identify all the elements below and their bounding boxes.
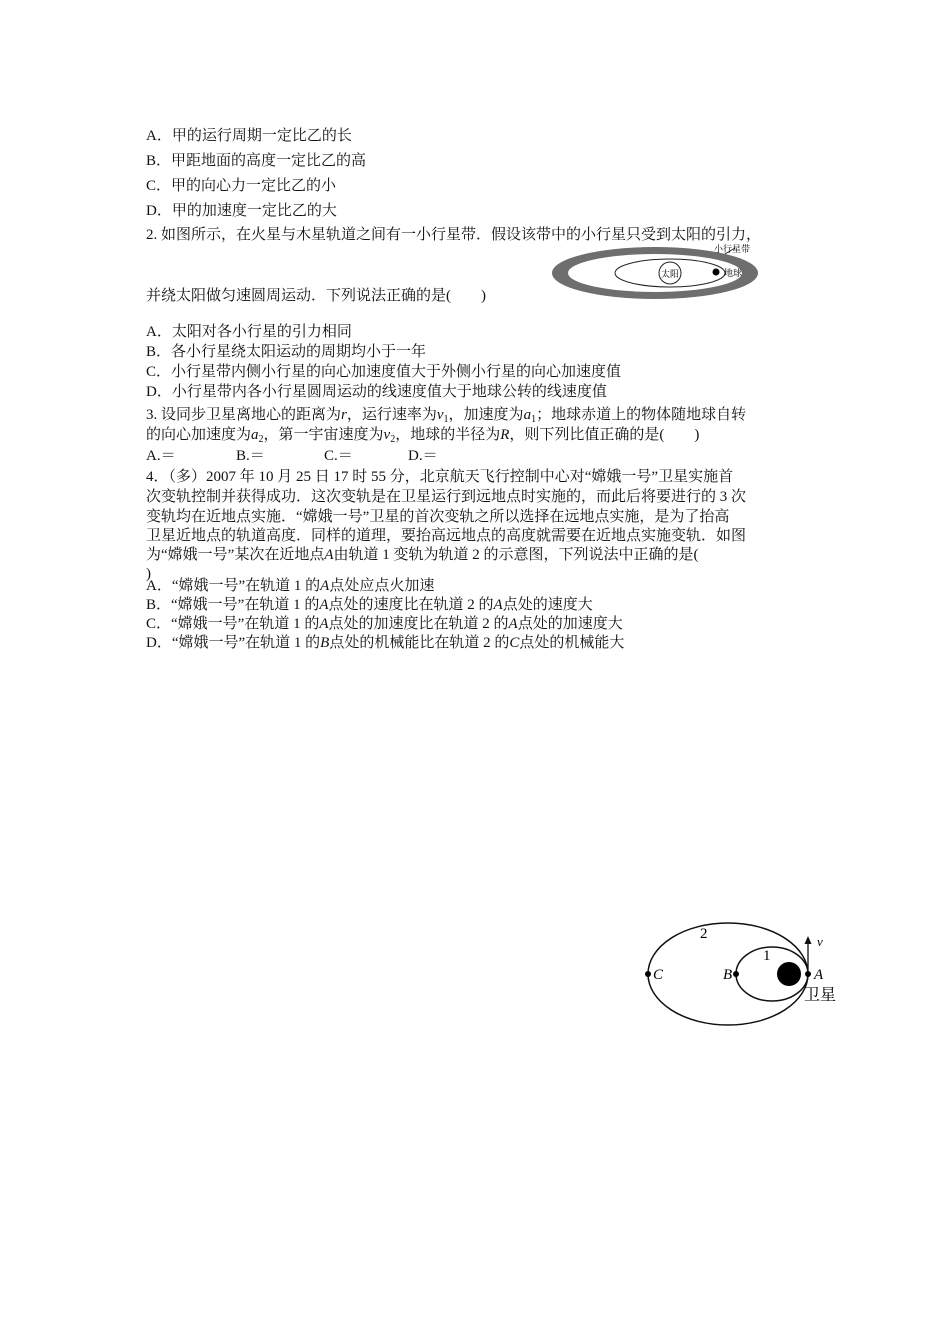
asteroid-belt-diagram <box>550 243 762 301</box>
q3-option-d: D.＝ <box>408 448 438 464</box>
orbit-1-label: 1 <box>763 948 771 964</box>
q4-option-a <box>146 576 434 596</box>
var-v2: v <box>383 427 391 443</box>
earth-label: 地球 <box>724 268 743 278</box>
q3-text: 的向心加速度为 <box>146 427 252 443</box>
q4-text: 点处的速度大 <box>502 597 593 613</box>
q4-stem-line4: 卫星近地点的轨道高度．同样的道理，要抬高远地点的高度就需要在近地点实施变轨．如图 <box>146 528 747 544</box>
q2-option-b: B．各小行星绕太阳运动的周期均小于一年 <box>146 344 427 360</box>
q4-stem-line6: ) <box>146 566 151 582</box>
point-a-ref: A <box>493 597 503 613</box>
q3-text: ，地球的半径为 <box>395 427 501 443</box>
sun-label: 太阳 <box>660 269 680 279</box>
q4-option-d <box>146 633 624 653</box>
earth-icon <box>777 962 801 986</box>
subscript: 2 <box>390 434 396 445</box>
q4-text: 点处的加速度比在轨道 2 的 <box>328 616 509 632</box>
orbit-2-label: 2 <box>700 926 708 942</box>
q4-text: A．“嫦娥一号”在轨道 1 的 <box>146 578 321 594</box>
point-a-ref: A <box>319 597 329 613</box>
q4-option-c <box>146 614 623 634</box>
q2-stem-line1: 2. 如图所示，在火星与木星轨道之间有一小行星带．假设该带中的小行星只受到太阳的引力， <box>146 227 762 243</box>
var-r: r <box>341 407 347 423</box>
q2-option-d: D．小行星带内各小行星圆周运动的线速度值大于地球公转的线速度值 <box>146 384 607 400</box>
point-c-label: C <box>653 967 664 983</box>
satellite-label: 卫星 <box>804 987 837 1004</box>
satellite-dot <box>805 971 811 977</box>
q3-options <box>146 446 438 466</box>
q3-option-b: B.＝ <box>236 448 265 464</box>
q1-option-c: C．甲的向心力一定比乙的小 <box>146 178 337 194</box>
q4-text: 点处应点火加速 <box>329 578 435 594</box>
q3-option-a: A.＝ <box>146 448 176 464</box>
q4-text: C．“嫦娥一号”在轨道 1 的 <box>146 616 320 632</box>
q3-option-c: C.＝ <box>324 448 353 464</box>
point-a-ref: A <box>324 547 334 563</box>
var-R: R <box>500 427 510 443</box>
q3-text: ；地球赤道上的物体随地球自转 <box>536 407 747 423</box>
q3-text: ，加速度为 <box>448 407 524 423</box>
q4-stem-line2: 次变轨控制并获得成功．这次变轨是在卫星运行到远地点时实施的，而此后将要进行的 3 次 <box>146 489 747 505</box>
q4-text: D．“嫦娥一号”在轨道 1 的 <box>146 635 321 651</box>
point-a-ref: A <box>319 616 329 632</box>
q4-text: 由轨道 1 变轨为轨道 2 的示意图，下列说法中正确的是( <box>333 547 699 563</box>
earth-icon <box>713 269 720 276</box>
q4-text: 点处的速度比在轨道 2 的 <box>328 597 494 613</box>
point-c-ref: C <box>509 635 520 651</box>
q2-stem-line2: 并绕太阳做匀速圆周运动．下列说法正确的是( ) <box>146 288 486 304</box>
var-a2: a <box>251 427 259 443</box>
q2-option-c: C．小行星带内侧小行星的向心加速度值大于外侧小行星的向心加速度值 <box>146 364 622 380</box>
var-v1: v <box>436 407 444 423</box>
q1-option-b: B．甲距地面的高度一定比乙的高 <box>146 153 367 169</box>
point-b-dot <box>733 971 739 977</box>
q4-stem-line5 <box>146 545 699 565</box>
subscript: 1 <box>443 414 449 425</box>
point-a-label: A <box>814 967 824 983</box>
subscript: 2 <box>258 434 264 445</box>
velocity-arrowhead <box>805 936 812 944</box>
point-c-dot <box>645 971 651 977</box>
q3-text: ，第一宇宙速度为 <box>263 427 384 443</box>
point-a-ref: A <box>508 616 518 632</box>
q3-text: ，则下列比值正确的是( ) <box>509 427 700 443</box>
q4-stem-line1: 4．（多）2007 年 10 月 25 日 17 时 55 分，北京航天飞行控制中心对“嫦娥一号”卫星实施首 <box>146 469 734 485</box>
q1-option-d: D．甲的加速度一定比乙的大 <box>146 203 337 219</box>
q3-text: 3. 设同步卫星离地心的距离为 <box>146 407 342 423</box>
q1-option-a: A．甲的运行周期一定比乙的长 <box>146 128 352 144</box>
subscript: 1 <box>531 414 537 425</box>
point-b-ref: B <box>320 635 330 651</box>
q4-option-b <box>146 595 593 615</box>
orbit-transfer-diagram <box>636 915 856 1030</box>
var-a1: a <box>523 407 532 423</box>
q4-stem-line3: 变轨均在近地点实施．“嫦娥一号”卫星的首次变轨之所以选择在远地点实施，是为了抬高 <box>146 509 730 525</box>
q4-text: 为“嫦娥一号”某次在近地点 <box>146 547 325 563</box>
q2-option-a: A．太阳对各小行星的引力相同 <box>146 324 352 340</box>
q4-text: B．“嫦娥一号”在轨道 1 的 <box>146 597 320 613</box>
q4-text: 点处的机械能大 <box>519 635 625 651</box>
velocity-label: v <box>817 934 823 949</box>
belt-label: 小行星带 <box>713 244 750 254</box>
q4-text: 点处的机械能比在轨道 2 的 <box>329 635 510 651</box>
q4-text: 点处的加速度大 <box>517 616 623 632</box>
point-a-ref: A <box>320 578 330 594</box>
point-b-label: B <box>723 967 733 983</box>
q3-text: ，运行速率为 <box>346 407 437 423</box>
